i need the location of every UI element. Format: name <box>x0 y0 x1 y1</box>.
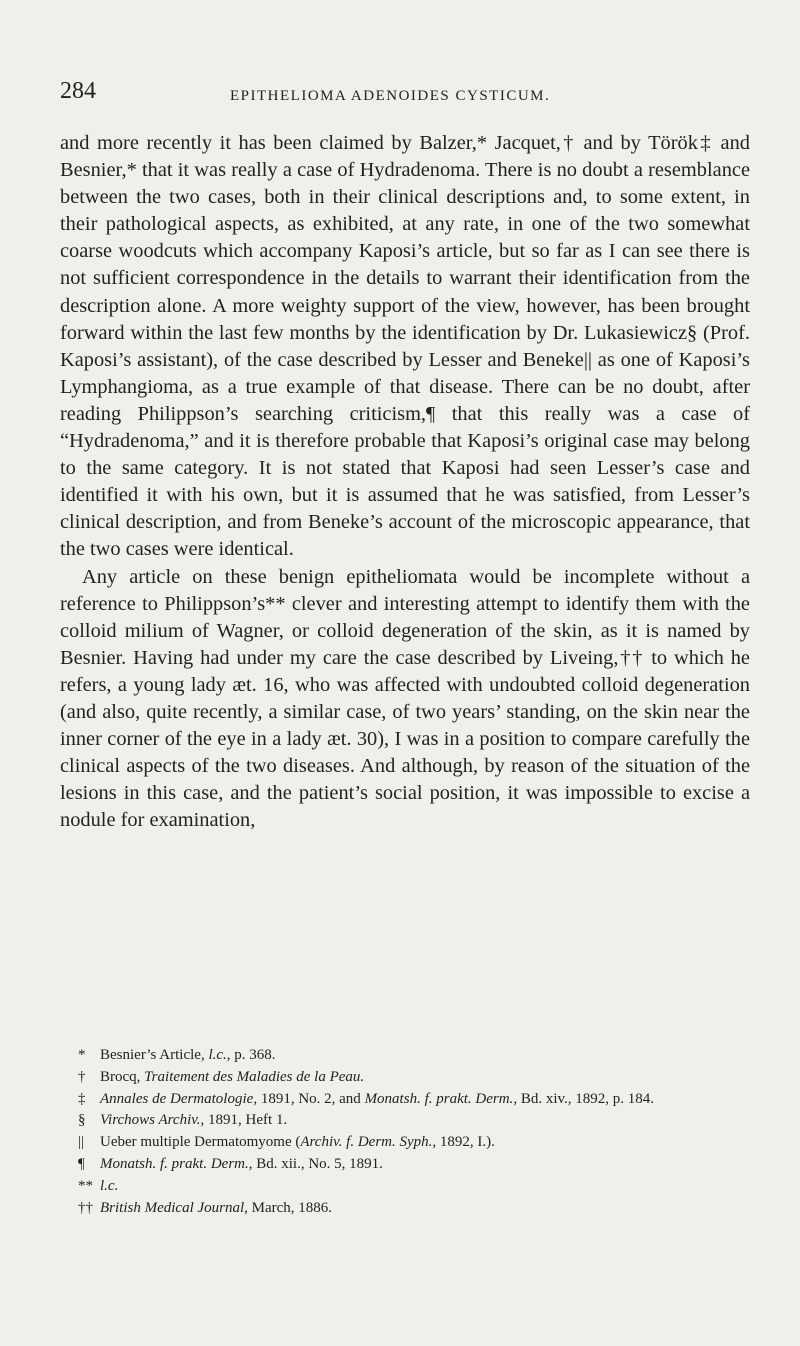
footnote-citation: Monatsh. f. prakt. Derm. <box>364 1090 514 1107</box>
footnote-citation: Virchows Archiv. <box>100 1112 201 1129</box>
paragraph: and more recently it has been claimed by Balzer,* Jacquet,† and by Török‡ and Besnier,* that it was really a case of Hydradenoma. There is no doubt a resemblance between the two cases, both in their clinical descriptions and, to some extent, in their pathological aspects, as exhibited, at any rate, in one of the two somewhat coarse woodcuts which accompany Kaposi’s article, but so far as I can see there is not sufficient correspondence in the details to warrant their identification from the description alone. A more weighty support of the view, however, has been brought forward within the last few months by the identification by Dr. Lukasiewicz§ (Prof. Kaposi’s assistant), of the case described by Lesser and Beneke|| as one of Kaposi’s Lymphangioma, as a true example of that disease. There can be no doubt, after reading Philippson’s searching criticism,¶ that this really was a case of “Hydradenoma,” and it is therefore probable that Kaposi’s original case may belong to the same category. It is not stated that Kaposi had seen Lesser’s case and identified it with his own, but it is assumed that he was satisfied, from Lesser’s clinical description, and from Beneke’s account of the microscopic appearance, that the two cases were identical. <box>60 132 750 561</box>
footnote-mark: ¶ <box>78 1155 85 1172</box>
footnote-mark: ‡ <box>78 1090 86 1107</box>
footnote-mark: † <box>78 1068 86 1085</box>
body-text <box>60 130 750 834</box>
footnote-mark: ** <box>78 1177 93 1194</box>
footnote-citation: Annales de Dermatologie <box>100 1090 254 1107</box>
footnote-mark: || <box>78 1134 85 1151</box>
footnote-text: Besnier’s Article, <box>100 1047 209 1063</box>
footnote <box>60 1110 755 1132</box>
footnote <box>60 1198 755 1220</box>
footnote-text: , Bd. xii., No. 5, 1891. <box>248 1155 383 1172</box>
footnote <box>60 1154 755 1176</box>
footnote <box>60 1132 755 1154</box>
paragraph: Any article on these benign epitheliomata would be incomplete without a reference to Philippson’s** clever and interesting attempt to identify them with the colloid milium of Wagner, or colloid degeneration of the skin, as it is named by Besnier. Having had under my care the case described by Liveing,†† to which he refers, a young lady æt. 16, who was affected with undoubted colloid degeneration (and also, quite recently, a similar case, of two years’ standing, on the skin near the inner corner of the eye in a lady æt. 30), I was in a position to compare carefully the clinical aspects of the two diseases. And although, by reason of the situation of the lesions in this case, and the patient’s social position, it was impossible to excise a nodule for examination, <box>60 565 750 832</box>
footnote-citation: Archiv. f. Derm. Syph. <box>300 1134 433 1151</box>
footnotes <box>60 1045 755 1219</box>
footnote-text: , March, 1886. <box>244 1199 333 1216</box>
footnote-text: Ueber multiple Dermatomyome ( <box>100 1134 301 1151</box>
footnote-text: , p. 368. <box>226 1047 276 1063</box>
footnote-text: , 1891, Heft 1. <box>200 1112 288 1129</box>
footnote-text: , 1891, No. 2, and <box>253 1090 365 1107</box>
footnote-text: Brocq, <box>100 1068 145 1085</box>
footnote <box>60 1045 755 1067</box>
footnote-mark: * <box>78 1047 86 1063</box>
footnote-mark: †† <box>78 1199 93 1216</box>
footnote-citation: l.c. <box>208 1047 227 1063</box>
footnote-citation: l.c. <box>100 1177 119 1194</box>
running-title: EPITHELIOMA ADENOIDES CYSTICUM. <box>230 88 551 104</box>
footnote <box>60 1089 755 1111</box>
footnote-mark: § <box>78 1112 86 1129</box>
footnote <box>60 1067 755 1089</box>
page-number: 284 <box>60 78 96 104</box>
footnote-citation: British Medical Journal <box>100 1199 245 1216</box>
footnote-text: , 1892, I.). <box>432 1134 495 1151</box>
footnote <box>60 1176 755 1198</box>
footnote-citation: Traitement des Maladies de la Peau. <box>144 1068 365 1085</box>
footnote-text: , Bd. xiv., 1892, p. 184. <box>513 1090 655 1107</box>
footnote-citation: Monatsh. f. prakt. Derm. <box>100 1155 249 1172</box>
